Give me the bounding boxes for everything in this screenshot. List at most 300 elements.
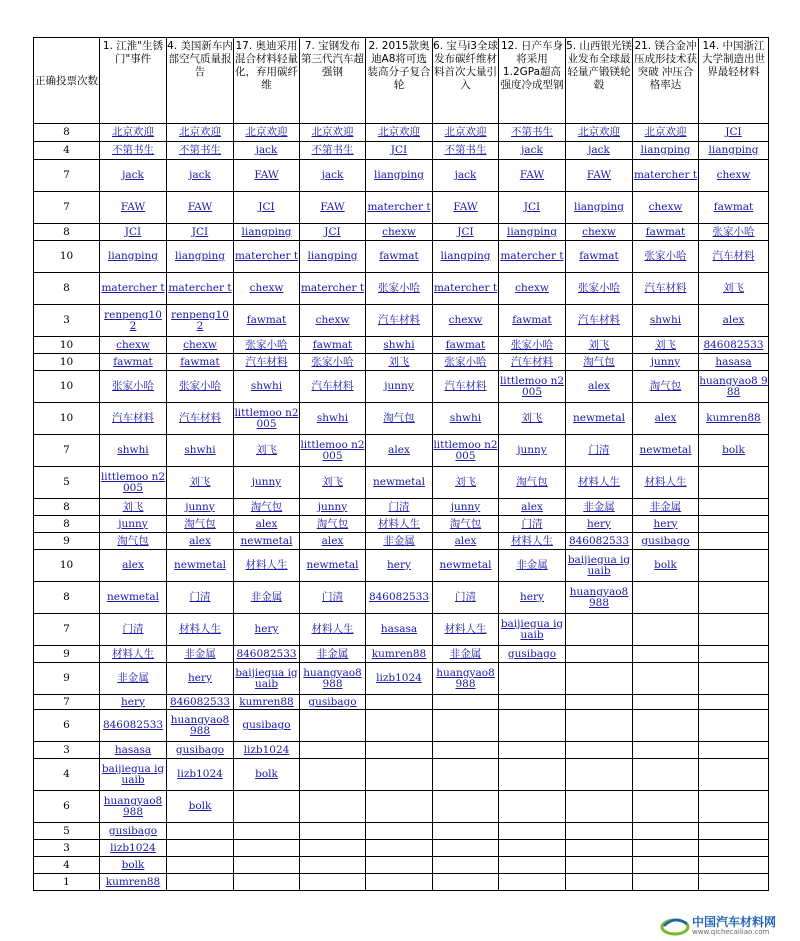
voter-link[interactable]: junny <box>317 500 348 513</box>
voter-link[interactable]: 淘气包 <box>449 517 482 530</box>
voter-link[interactable]: JCI <box>523 201 541 213</box>
voter-link[interactable]: 淘气包 <box>383 412 415 424</box>
voter-cell <box>433 823 499 840</box>
voter-link[interactable]: junny <box>185 500 215 513</box>
voter-link[interactable]: shwhi <box>117 444 149 456</box>
voter-link[interactable]: 刘飞 <box>388 355 410 368</box>
voter-link[interactable]: 汽车材料 <box>712 250 755 262</box>
voter-link[interactable]: chexw <box>116 338 150 351</box>
voter-cell <box>566 160 633 192</box>
voter-link[interactable]: liangping <box>241 225 292 238</box>
voter-link[interactable]: baijiegua iguaib <box>235 666 298 690</box>
voter-link[interactable]: 不第书生 <box>179 144 221 156</box>
voter-cell <box>566 467 633 499</box>
voter-link[interactable]: 淘气包 <box>184 517 216 530</box>
voter-cell <box>100 403 167 435</box>
voter-link[interactable]: newmetal <box>174 559 226 571</box>
voter-link[interactable]: JCI <box>725 126 742 138</box>
voter-link[interactable]: 北京欢迎 <box>578 126 620 138</box>
voter-link[interactable]: fawmat <box>246 314 287 326</box>
voter-link[interactable]: liangping <box>174 250 226 262</box>
voter-cell <box>699 582 769 614</box>
voter-link[interactable]: renpeng10 2 <box>171 308 229 332</box>
voter-link[interactable]: matercher t <box>300 282 365 294</box>
voter-link[interactable]: alex <box>321 534 344 547</box>
voter-link[interactable]: 846082533 <box>568 534 630 547</box>
voter-cell <box>300 224 366 241</box>
voter-link[interactable]: FAW <box>453 201 478 213</box>
voter-cell <box>499 241 566 273</box>
voter-cell <box>699 516 769 533</box>
voter-cell <box>499 273 566 305</box>
voter-link[interactable]: matercher t <box>168 282 232 294</box>
voter-link[interactable]: 846082533 <box>169 695 231 708</box>
voter-cell <box>366 742 433 759</box>
voter-cell <box>699 823 769 840</box>
voter-link[interactable]: fawmat <box>645 225 686 238</box>
voter-link[interactable]: bolk <box>255 768 278 780</box>
voter-link[interactable]: littlemoo n2005 <box>100 470 166 494</box>
voter-link[interactable]: JCI <box>390 144 408 156</box>
table-row <box>34 874 769 891</box>
voter-link[interactable]: 汽车材料 <box>378 314 420 326</box>
voter-cell <box>100 192 167 224</box>
voter-cell <box>366 305 433 337</box>
voter-link[interactable]: 非金属 <box>449 647 482 660</box>
vote-count-cell: 5 <box>34 823 100 840</box>
voter-link[interactable]: baijiegua iguaib <box>500 617 564 641</box>
voter-link[interactable]: alex <box>588 380 610 392</box>
voter-cell <box>433 499 499 516</box>
voter-link[interactable]: 北京欢迎 <box>179 126 221 138</box>
voter-link[interactable]: 淘气包 <box>117 534 149 547</box>
voter-link[interactable]: lizb1024 <box>110 841 156 854</box>
voter-link[interactable]: 张家小哈 <box>179 380 221 392</box>
voter-link[interactable]: 淘气包 <box>649 380 682 392</box>
voter-link[interactable]: matercher t <box>367 201 431 213</box>
voter-link[interactable]: 非金属 <box>383 534 415 547</box>
voter-link[interactable]: 北京欢迎 <box>112 126 154 138</box>
voter-link[interactable]: 淘气包 <box>583 355 615 368</box>
voter-link[interactable]: fawmat <box>113 355 153 368</box>
voter-link[interactable]: 张家小哈 <box>311 355 354 368</box>
voter-cell <box>300 305 366 337</box>
voter-link[interactable]: liangping <box>373 169 425 181</box>
table-row <box>34 791 769 823</box>
voter-link[interactable]: liangping <box>307 250 358 262</box>
voter-link[interactable]: gusibago <box>641 534 690 547</box>
voter-link[interactable]: 不第书生 <box>112 144 154 156</box>
voter-link[interactable]: 门清 <box>322 591 343 603</box>
voter-link[interactable]: 汽车材料 <box>578 314 620 326</box>
voter-cell <box>366 273 433 305</box>
voter-link[interactable]: alex <box>255 517 278 530</box>
voter-cell <box>167 582 234 614</box>
voter-cell <box>633 840 699 857</box>
voter-cell <box>633 533 699 550</box>
voter-link[interactable]: 汽车材料 <box>245 355 288 368</box>
voter-link[interactable]: hery <box>653 517 678 530</box>
voter-link[interactable]: 非金属 <box>649 500 682 513</box>
voter-link[interactable]: alex <box>189 534 211 547</box>
voter-link[interactable]: 汽车材料 <box>179 412 221 424</box>
vote-count-cell: 7 <box>34 160 100 192</box>
voter-link[interactable]: FAW <box>120 201 146 213</box>
voter-link[interactable]: fawmat <box>512 314 552 326</box>
voter-cell <box>167 192 234 224</box>
voter-link[interactable]: liangping <box>640 144 691 156</box>
voter-link[interactable]: shwhi <box>316 412 349 424</box>
voter-link[interactable]: littlemoo n2005 <box>300 438 365 462</box>
voter-link[interactable]: bolk <box>121 858 145 871</box>
voter-link[interactable]: 张家小哈 <box>112 380 154 392</box>
voter-cell <box>234 533 300 550</box>
voter-link[interactable]: gusibago <box>108 824 158 837</box>
voter-link[interactable]: huangyao8 988 <box>103 794 163 818</box>
voter-link[interactable]: junny <box>118 517 148 530</box>
voter-link[interactable]: gusibago <box>242 719 291 731</box>
voter-link[interactable]: hery <box>587 517 611 530</box>
voter-link[interactable]: 846082533 <box>368 591 430 603</box>
voter-cell <box>699 142 769 160</box>
voter-link[interactable]: 张家小哈 <box>578 282 620 294</box>
column-header: 7. 宝钢发布第三代汽车超强钢 <box>300 38 366 124</box>
voter-link[interactable]: 北京欢迎 <box>444 126 487 138</box>
voter-link[interactable]: liangping <box>573 201 625 213</box>
voter-link[interactable]: JCI <box>258 201 275 213</box>
voter-link[interactable]: 刘飞 <box>189 476 211 488</box>
voter-link[interactable]: 门清 <box>122 623 144 635</box>
voter-link[interactable]: 张家小哈 <box>511 338 553 351</box>
voter-cell <box>699 192 769 224</box>
vote-count-cell: 8 <box>34 224 100 241</box>
voter-cell <box>699 840 769 857</box>
voter-link[interactable]: 846082533 <box>236 647 297 660</box>
voter-cell <box>300 337 366 354</box>
voter-link[interactable]: matercher t <box>101 282 165 294</box>
voter-link[interactable]: alex <box>454 534 477 547</box>
voter-link[interactable]: 张家小哈 <box>712 225 755 238</box>
voter-link[interactable]: 汽车材料 <box>311 380 354 392</box>
voter-link[interactable]: 门清 <box>189 591 211 603</box>
voter-link[interactable]: 门清 <box>388 500 410 513</box>
voter-link[interactable]: fawmat <box>379 250 419 262</box>
voter-link[interactable]: 北京欢迎 <box>644 126 687 138</box>
table-row <box>34 646 769 663</box>
voter-link[interactable]: littlemoo n2005 <box>433 438 498 462</box>
voter-link[interactable]: 张家小哈 <box>444 355 487 368</box>
voter-link[interactable]: newmetal <box>373 476 425 488</box>
table-row <box>34 516 769 533</box>
voter-cell <box>566 550 633 582</box>
voter-link[interactable]: 刘飞 <box>122 500 144 513</box>
voter-link[interactable]: newmetal <box>573 412 625 424</box>
voter-link[interactable]: renpeng10 2 <box>104 308 162 332</box>
voter-link[interactable]: fawmat <box>312 338 353 351</box>
voter-link[interactable]: 北京欢迎 <box>378 126 420 138</box>
voter-link[interactable]: shwhi <box>184 444 216 456</box>
voter-cell <box>167 840 234 857</box>
voter-cell <box>699 857 769 874</box>
voter-link[interactable]: 张家小哈 <box>378 282 420 294</box>
voter-link[interactable]: littlemoo n2005 <box>234 406 299 430</box>
voter-link[interactable]: fawmat <box>713 201 754 213</box>
voter-link[interactable]: bolk <box>654 559 677 571</box>
voter-link[interactable]: alex <box>521 500 543 513</box>
voter-cell <box>566 840 633 857</box>
voter-link[interactable]: littlemoo n2005 <box>499 374 565 398</box>
voter-cell <box>234 550 300 582</box>
voter-link[interactable]: kumren88 <box>105 875 161 888</box>
voter-cell <box>499 791 566 823</box>
voter-cell <box>300 467 366 499</box>
voter-link[interactable]: baijiegua iguaib <box>101 762 165 786</box>
voter-link[interactable]: jack <box>521 144 543 156</box>
voter-link[interactable]: newmetal <box>107 591 159 603</box>
voter-link[interactable]: gusibago <box>175 743 225 756</box>
voter-link[interactable]: matercher t <box>500 250 564 262</box>
voter-cell <box>300 124 366 142</box>
voter-link[interactable]: FAW <box>320 201 345 213</box>
voter-link[interactable]: 刘飞 <box>455 476 476 488</box>
voter-link[interactable]: alex <box>122 559 144 571</box>
voter-cell <box>234 710 300 742</box>
voter-link[interactable]: junny <box>650 355 681 368</box>
voter-link[interactable]: fawmat <box>445 338 486 351</box>
voter-link[interactable]: 不第书生 <box>444 144 487 156</box>
voter-link[interactable]: jack <box>454 169 477 181</box>
voter-link[interactable]: 材料人生 <box>179 623 221 635</box>
voter-link[interactable]: lizb1024 <box>243 743 290 756</box>
column-header: 1. 江淮"生锈门"事件 <box>100 38 167 124</box>
voter-link[interactable]: newmetal <box>639 444 692 456</box>
voter-link[interactable]: chexw <box>183 338 217 351</box>
voter-link[interactable]: hasasa <box>715 355 752 368</box>
voter-link[interactable]: JCI <box>124 225 142 238</box>
voter-link[interactable]: huangyao8 988 <box>699 374 768 398</box>
voter-link[interactable]: jack <box>255 144 278 156</box>
voter-link[interactable]: junny <box>251 476 282 488</box>
voter-link[interactable]: 846082533 <box>102 719 164 731</box>
voter-link[interactable]: huangyao8 988 <box>170 713 230 737</box>
voter-link[interactable]: 门清 <box>521 517 543 530</box>
voter-link[interactable]: 材料人生 <box>511 534 553 547</box>
voter-cell <box>234 224 300 241</box>
voter-cell <box>433 582 499 614</box>
voter-link[interactable]: JCI <box>324 225 341 238</box>
voter-link[interactable]: shwhi <box>250 380 283 392</box>
voter-link[interactable]: 门清 <box>588 444 610 456</box>
voter-link[interactable]: 材料人生 <box>444 623 487 635</box>
voter-link[interactable]: 非金属 <box>583 500 615 513</box>
voter-link[interactable]: 非金属 <box>184 647 216 660</box>
car-swoosh-icon <box>660 913 690 937</box>
voter-link[interactable]: 汽车材料 <box>644 282 687 294</box>
voter-cell <box>699 354 769 371</box>
voter-link[interactable]: 刘飞 <box>256 444 277 456</box>
voter-cell <box>433 695 499 710</box>
voter-cell <box>433 273 499 305</box>
voter-link[interactable]: FAW <box>254 169 279 181</box>
voter-link[interactable]: kumren88 <box>239 695 294 708</box>
voter-cell <box>100 791 167 823</box>
voter-link[interactable]: chexw <box>249 282 284 294</box>
voter-cell <box>499 533 566 550</box>
voter-link[interactable]: 汽车材料 <box>444 380 487 392</box>
voter-link[interactable]: chexw <box>315 314 350 326</box>
voter-link[interactable]: 门清 <box>455 591 476 603</box>
voter-link[interactable]: 材料人生 <box>311 623 354 635</box>
voter-link[interactable]: 非金属 <box>516 559 548 571</box>
voter-link[interactable]: shwhi <box>449 412 482 424</box>
voter-link[interactable]: jack <box>122 169 144 181</box>
voter-link[interactable]: hasasa <box>114 743 152 756</box>
voter-link[interactable]: chexw <box>582 225 616 238</box>
voter-link[interactable]: 材料人生 <box>644 476 687 488</box>
voter-link[interactable]: newmetal <box>306 559 359 571</box>
voter-link[interactable]: 846082533 <box>703 338 764 351</box>
voter-link[interactable]: baijiegua iguaib <box>567 553 631 577</box>
voter-link[interactable]: alex <box>654 412 677 424</box>
voter-link[interactable]: fawmat <box>180 355 220 368</box>
table-row <box>34 710 769 742</box>
voter-link[interactable]: hery <box>520 591 544 603</box>
voter-cell <box>300 695 366 710</box>
voter-link[interactable]: liangping <box>708 144 759 156</box>
voter-link[interactable]: junny <box>517 444 547 456</box>
voter-link[interactable]: 材料人生 <box>378 517 420 530</box>
table-row <box>34 663 769 695</box>
voter-link[interactable]: newmetal <box>439 559 492 571</box>
voter-link[interactable]: huangyao8 988 <box>569 585 629 609</box>
voter-link[interactable]: hery <box>387 559 411 571</box>
voter-link[interactable]: 材料人生 <box>245 559 288 571</box>
voter-link[interactable]: JCI <box>191 225 209 238</box>
voter-cell <box>499 695 566 710</box>
voter-link[interactable]: FAW <box>187 201 213 213</box>
voter-link[interactable]: gusibago <box>308 695 357 708</box>
voter-cell <box>566 646 633 663</box>
voter-link[interactable]: 刘飞 <box>655 338 676 351</box>
voter-link[interactable]: 淘气包 <box>516 476 548 488</box>
voter-cell <box>499 840 566 857</box>
voter-link[interactable]: bolk <box>188 800 212 812</box>
voter-link[interactable]: shwhi <box>383 338 415 351</box>
voter-link[interactable]: 非金属 <box>316 647 349 660</box>
voter-link[interactable]: shwhi <box>649 314 682 326</box>
voter-link[interactable]: 刘飞 <box>723 282 744 294</box>
voter-link[interactable]: liangping <box>506 225 558 238</box>
voter-link[interactable]: huangyao8 988 <box>303 666 362 690</box>
voter-link[interactable]: chexw <box>515 282 549 294</box>
voter-link[interactable]: JCI <box>457 225 474 238</box>
voter-link[interactable]: kumren88 <box>706 412 761 424</box>
voter-link[interactable]: 张家小哈 <box>245 338 288 351</box>
voter-link[interactable]: chexw <box>448 314 483 326</box>
voter-link[interactable]: 北京欢迎 <box>311 126 354 138</box>
voter-link[interactable]: hasasa <box>380 623 418 635</box>
voter-cell <box>699 791 769 823</box>
table-row <box>34 160 769 192</box>
voter-cell <box>300 857 366 874</box>
voter-cell <box>566 305 633 337</box>
voter-link[interactable]: 汽车材料 <box>511 355 553 368</box>
voter-cell <box>300 516 366 533</box>
voter-cell <box>633 710 699 742</box>
voter-link[interactable]: kumren88 <box>371 647 427 660</box>
voter-link[interactable]: fawmat <box>579 250 619 262</box>
voter-link[interactable]: 刘飞 <box>521 412 543 424</box>
voter-link[interactable]: chexw <box>648 201 683 213</box>
voter-cell <box>234 663 300 695</box>
voter-link[interactable]: huangyao8 988 <box>436 666 495 690</box>
voter-link[interactable]: hery <box>188 672 212 684</box>
voter-link[interactable]: matercher t <box>433 282 498 294</box>
voter-cell <box>167 710 234 742</box>
voter-link[interactable]: 材料人生 <box>112 647 154 660</box>
voter-cell <box>699 435 769 467</box>
vote-count-cell: 10 <box>34 241 100 273</box>
voter-link[interactable]: newmetal <box>240 534 293 547</box>
voter-link[interactable]: gusibago <box>507 647 557 660</box>
voter-link[interactable]: matercher t <box>234 250 299 262</box>
voter-link[interactable]: junny <box>450 500 481 513</box>
voter-link[interactable]: hery <box>121 695 145 708</box>
vote-count-cell: 7 <box>34 695 100 710</box>
voter-link[interactable]: jack <box>189 169 211 181</box>
voter-link[interactable]: bolk <box>722 444 745 456</box>
voter-link[interactable]: liangping <box>440 250 491 262</box>
voter-link[interactable]: matercher t <box>633 169 698 181</box>
voter-link[interactable]: lizb1024 <box>177 768 223 780</box>
voter-link[interactable]: jack <box>321 169 344 181</box>
voter-link[interactable]: alex <box>388 444 410 456</box>
table-row <box>34 142 769 160</box>
voter-link[interactable]: chexw <box>716 169 751 181</box>
voter-link[interactable]: hery <box>254 623 279 635</box>
voter-link[interactable]: FAW <box>586 169 612 181</box>
voter-link[interactable]: chexw <box>382 225 416 238</box>
voter-link[interactable]: 淘气包 <box>316 517 349 530</box>
voter-link[interactable]: 不第书生 <box>511 126 553 138</box>
voter-link[interactable]: 不第书生 <box>311 144 354 156</box>
voter-link[interactable]: jack <box>588 144 610 156</box>
voter-link[interactable]: 非金属 <box>250 591 283 603</box>
voter-cell <box>300 791 366 823</box>
voter-cell <box>300 533 366 550</box>
voter-cell <box>566 371 633 403</box>
table-row <box>34 403 769 435</box>
voter-link[interactable]: 汽车材料 <box>112 412 154 424</box>
voter-link[interactable]: liangping <box>107 250 159 262</box>
voter-cell <box>699 663 769 695</box>
voter-link[interactable]: 材料人生 <box>578 476 620 488</box>
voter-link[interactable]: 非金属 <box>117 672 149 684</box>
voter-cell <box>366 791 433 823</box>
voter-link[interactable]: FAW <box>519 169 545 181</box>
voter-link[interactable]: lizb1024 <box>376 672 422 684</box>
voter-cell <box>366 241 433 273</box>
voter-link[interactable]: 淘气包 <box>250 500 283 513</box>
voter-link[interactable]: 刘飞 <box>588 338 610 351</box>
voter-cell <box>433 759 499 791</box>
voter-link[interactable]: alex <box>722 314 745 326</box>
voter-link[interactable]: junny <box>384 380 414 392</box>
voter-link[interactable]: 刘飞 <box>322 476 343 488</box>
voter-link[interactable]: 张家小哈 <box>644 250 687 262</box>
voter-link[interactable]: 北京欢迎 <box>245 126 288 138</box>
vote-count-cell: 6 <box>34 710 100 742</box>
